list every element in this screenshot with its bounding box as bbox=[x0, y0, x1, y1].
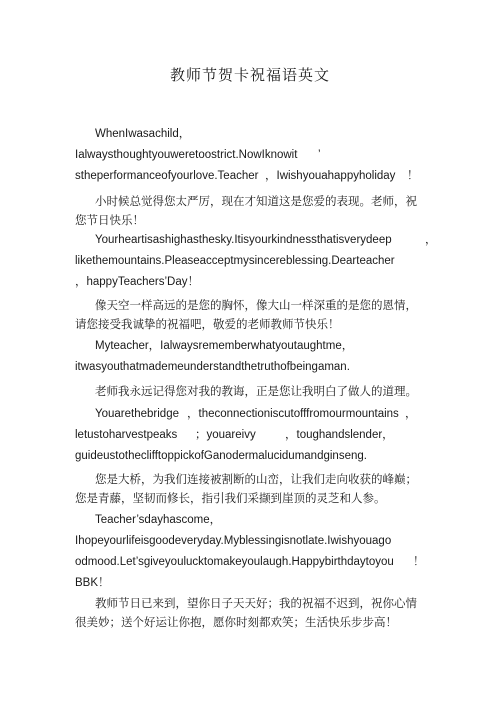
text-line bbox=[75, 425, 445, 446]
paragraph-5-english bbox=[75, 510, 445, 594]
text-line: 您节日快乐！ bbox=[75, 213, 144, 227]
paragraph-3-english bbox=[75, 336, 445, 378]
text-line bbox=[75, 145, 445, 166]
text-line bbox=[75, 404, 445, 425]
paragraph-1-english bbox=[75, 124, 445, 187]
paragraph-1-chinese bbox=[75, 192, 430, 230]
text-line bbox=[75, 230, 445, 251]
text-line: 您是大桥，为我们连接被割断的山峦，让我们走向收获的峰巅； bbox=[95, 472, 417, 486]
text-line: Myteacher，Ialwaysrememberwhatyoutaughtme， bbox=[95, 340, 354, 352]
text-segment: Ialwaysthoughtyouweretoostrict.NowIknowit bbox=[75, 149, 298, 161]
text-segment: ；youareivy bbox=[195, 429, 256, 441]
text-line: 您是青藤，坚韧而修长，指引我们采撷到崖顶的灵芝和人参。 bbox=[75, 491, 386, 505]
text-line bbox=[75, 166, 445, 187]
text-line: Ihopeyourlifeisgoodeveryday.Myblessingisnotlate.Iwishyouago bbox=[75, 535, 392, 547]
text-line: itwasyouthatmademeunderstandthetruthofbeingaman. bbox=[75, 361, 350, 373]
text-segment: ，Iwishyouahappyholiday bbox=[265, 170, 396, 182]
text-segment: ！ bbox=[413, 556, 425, 568]
paragraph-4-english bbox=[75, 404, 445, 467]
text-line: 请您接受我诚挚的祝福吧，敬爱的老师教师节快乐！ bbox=[75, 317, 340, 331]
text-line: BBK！ bbox=[75, 577, 110, 589]
text-segment: ，toughandslender， bbox=[285, 429, 394, 441]
paragraph-2-english bbox=[75, 230, 445, 293]
text-line: guideustothecliff​toppickofGanodermalucidumandginseng. bbox=[75, 450, 367, 462]
paragraph-2-chinese bbox=[75, 296, 430, 334]
text-line: 很美妙；送个好运让你抱，愿你时刻都欢笑；生活快乐步步高！ bbox=[75, 615, 397, 629]
paragraph-3-chinese bbox=[75, 382, 430, 401]
text-line: 教师节日已来到，望你日子天天好；我的祝福不迟到，祝你心情 bbox=[95, 596, 417, 610]
text-segment: odmood.Let’sgiveyouluck​tomakeyoulaugh.Happybirthdaytoyou bbox=[75, 556, 394, 568]
text-line: 小时候总觉得您太严厉，现在才知道这是您爱的表现。老师，祝 bbox=[95, 194, 417, 208]
paragraph-5-chinese bbox=[75, 594, 430, 632]
document-title: 教师节贺卡祝福语英文 bbox=[169, 66, 330, 84]
text-line: 像天空一样高远的是您的胸怀，像大山一样深重的是您的恩情， bbox=[95, 298, 417, 312]
text-segment: ！ bbox=[407, 170, 419, 182]
text-line: likethemountains.Pleaseacceptmysincereblessing.Dearteacher bbox=[75, 255, 395, 267]
text-segment: ，theconnectioniscutofffromourmountains bbox=[187, 408, 399, 420]
text-line: Teacher’sdayhascome， bbox=[95, 514, 222, 526]
text-segment: ’ bbox=[318, 149, 321, 161]
text-line: 老师我永远记得您对我的教诲，正是您让我明白了做人的道理。 bbox=[95, 384, 417, 398]
text-segment: letustoharvestpeaks bbox=[75, 429, 178, 441]
text-segment: stheperformanceofyourlove.Teacher bbox=[75, 170, 259, 182]
text-segment: Yourheartisashighasthesky.Itisyourkindnessthatisverydeep bbox=[95, 234, 392, 246]
text-segment: ， bbox=[405, 408, 417, 420]
text-segment: Youarethebridge bbox=[95, 408, 179, 420]
text-segment: ， bbox=[425, 234, 437, 246]
text-line: ，happyTeachers’Day！ bbox=[75, 276, 200, 288]
text-line bbox=[75, 552, 445, 573]
paragraph-4-chinese bbox=[75, 470, 430, 508]
text-line: WhenIwasachild， bbox=[95, 128, 191, 140]
